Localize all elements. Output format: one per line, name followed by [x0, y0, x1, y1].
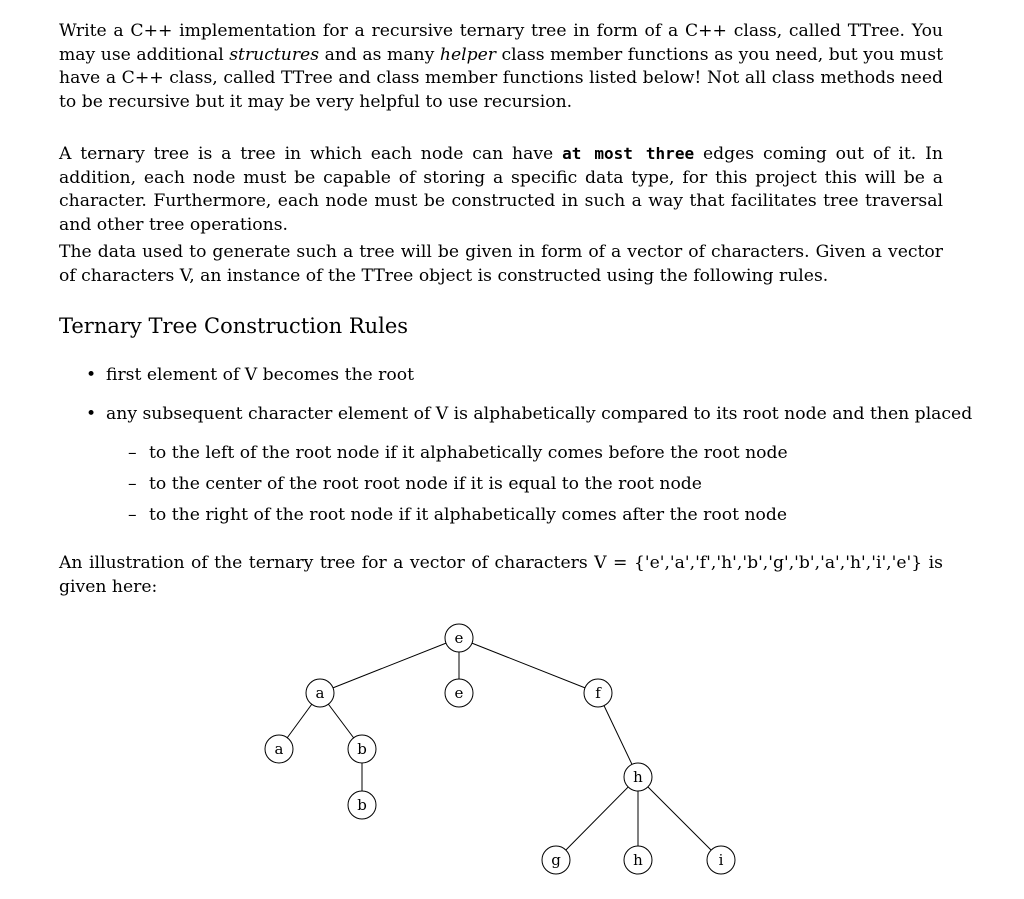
dash-icon: –	[128, 505, 137, 525]
edge-h-g	[556, 777, 638, 860]
tree-node	[445, 679, 473, 707]
node-label: i	[718, 851, 724, 869]
bold-at-most-three: at most three	[562, 144, 695, 163]
node-label: a	[274, 740, 284, 758]
illustration-paragraph: An illustration of the ternary tree for a vector of characters V = {'e','a','f','h','b','g','b','a','h','i','e'} is given here:	[59, 553, 943, 597]
bullet-icon: •	[86, 404, 97, 424]
node-label: e	[454, 684, 464, 702]
edge-h-i	[638, 777, 721, 860]
edge-e-a	[320, 638, 459, 693]
bullet-item: • first element of V becomes the root	[86, 365, 414, 385]
definition-paragraph: A ternary tree is a tree in which each node can have at most three edges coming out of it. In addition, each node must be capable of storing a specific data type, for this project this will be a character. Furthermore, each node must be constructed in such a way that facilitates tree traversal and other tree operations.	[59, 144, 943, 235]
italic-structures: structures	[229, 44, 320, 65]
tree-node	[348, 735, 376, 763]
tree-node	[348, 791, 376, 819]
sub-bullet-item: – to the left of the root node if it alphabetically comes before the root node	[128, 443, 788, 463]
tree-node	[445, 624, 473, 652]
node-label: h	[633, 851, 643, 869]
node-label: e	[454, 629, 464, 647]
tree-node	[265, 735, 293, 763]
node-label: b	[357, 796, 367, 814]
tree-node	[306, 679, 334, 707]
node-label: g	[551, 851, 561, 869]
node-label: f	[595, 684, 601, 702]
section-heading: Ternary Tree Construction Rules	[59, 314, 409, 338]
sub-bullet-item: – to the right of the root node if it alphabetically comes after the root node	[128, 505, 788, 525]
intro-paragraph: Write a C++ implementation for a recursive ternary tree in form of a C++ class, called TTree. You may use additional structures and as many helper class member functions as you need, but you must have a C++ class, called TTree and class member functions listed below! Not all class methods need to be recursive but it may be very helpful to use recursion.	[59, 21, 943, 112]
tree-node	[707, 846, 735, 874]
node-label: b	[357, 740, 367, 758]
bullet-icon: •	[86, 365, 97, 385]
tree-edges	[279, 638, 721, 860]
bullet-item: • any subsequent character element of V is alphabetically compared to its root node and then placed	[86, 404, 973, 424]
data-paragraph: The data used to generate such a tree will be given in form of a vector of characters. Given a vector of characters V, an instance of the TTree object is constructed using the following rules.	[59, 242, 943, 286]
tree-node	[542, 846, 570, 874]
italic-helper: helper	[439, 44, 497, 65]
node-label: a	[315, 684, 325, 702]
node-label: h	[633, 768, 643, 786]
dash-icon: –	[128, 443, 137, 463]
sub-bullet-item: – to the center of the root root node if it is equal to the root node	[128, 474, 702, 494]
dash-icon: –	[128, 474, 137, 494]
tree-node	[584, 679, 612, 707]
tree-node	[624, 763, 652, 791]
tree-node	[624, 846, 652, 874]
edge-e-f	[459, 638, 598, 693]
